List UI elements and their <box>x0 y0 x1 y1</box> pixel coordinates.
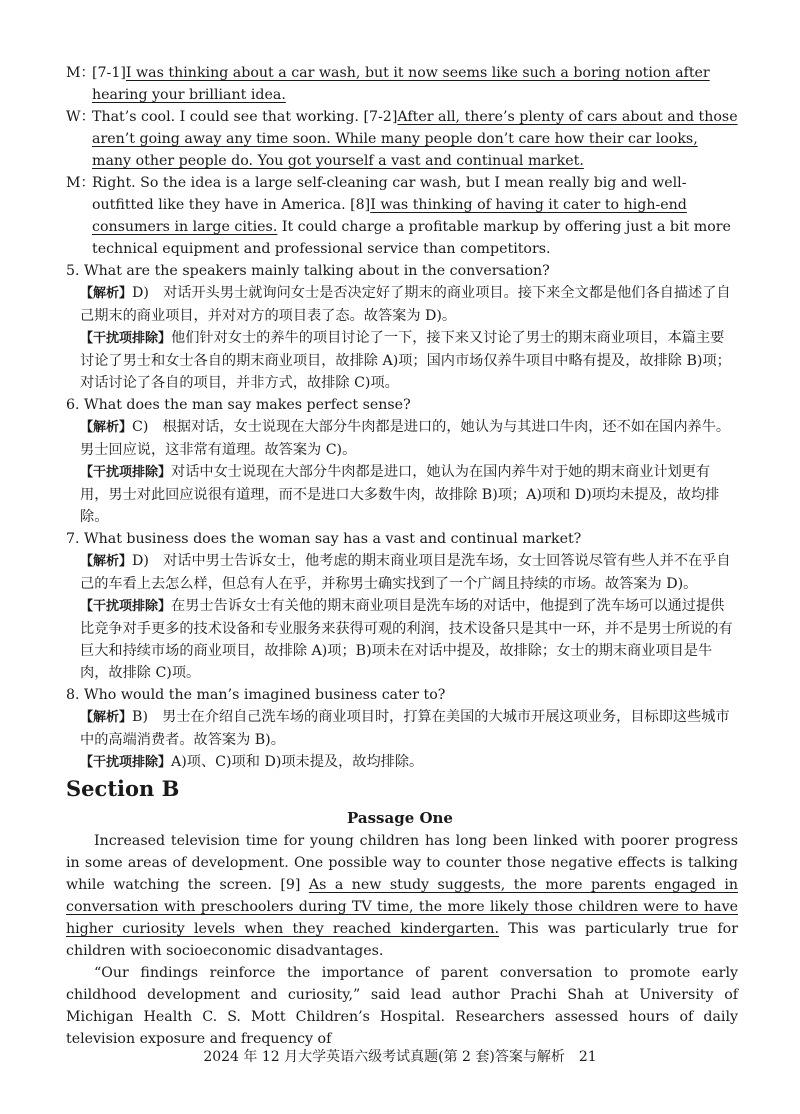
analysis-text: B) 男士在介绍自己洗车场的商业项目时，打算在美国的大城市开展这项业务，目标即这些城市中的高端消费者。故答案为 B)。 <box>80 709 730 748</box>
dialogue-text: That’s cool. I could see that working. [7-2] <box>92 109 398 125</box>
distractor-text: 在男士告诉女士有关他的期末商业项目是洗车场的对话中，他提到了洗车场可以通过提供比竞争对手更多的技术设备和专业服务来获得可观的利润，技术设备只是其中一环，并不是男士所说的有巨大和持续市场的商业项目，故排除 A)项；B)项未在对话中提及，故排除；女士的期末商业项目是牛肉，故排除 C)项。 <box>80 598 733 681</box>
passage-text: This was particularly true for children with socioeconomic disadvantages. <box>66 921 738 959</box>
section-heading: Section B <box>66 776 180 801</box>
dialogue-text: It could charge a profitable markup by offering just a bit more technical equipment and professional service than competitors. <box>92 219 731 257</box>
passage-title: Passage One <box>347 809 453 827</box>
distractor-tag: 【干扰项排除】 <box>80 599 172 614</box>
analysis-paragraph <box>0 282 800 327</box>
distractor-paragraph <box>0 461 800 528</box>
distractor-tag: 【干扰项排除】 <box>80 755 172 770</box>
distractor-text: 对话中女士说现在大部分牛肉都是进口，她认为在国内养牛对于她的期末商业计划更有用，男士对此回应说很有道理，而不是进口大多数牛肉，故排除 B)项；A)项和 D)项均未提及，故均排除。 <box>80 464 720 525</box>
question-block <box>0 528 800 684</box>
question-block <box>0 260 800 394</box>
analysis-paragraph <box>0 706 800 751</box>
analysis-text: D) 对话开头男士就询问女士是否决定好了期末的商业项目。接下来全文都是他们各自描述了自己期末的商业项目，并对对方的项目表了态。故答案为 D)。 <box>80 285 731 324</box>
distractor-paragraph <box>0 751 800 774</box>
underlined-answer-text: As a new study suggests, the more parents engaged in conversation with preschoolers during TV time, the more likely those children were to have higher curiosity levels when they reached kindergarten. <box>66 877 738 937</box>
distractor-paragraph <box>0 327 800 394</box>
page-footer: 2024 年 12 月大学英语六级考试真题(第 2 套)答案与解析 21 <box>203 1049 597 1065</box>
passage-text: Increased television time for young children has long been linked with poorer progress in some areas of development. One possible way to counter those negative effects is talking while watching the screen. [9] <box>66 833 738 893</box>
underlined-answer-text: I was thinking of having it cater to high-end consumers in large cities. <box>92 197 687 235</box>
question-text: 8. Who would the man’s imagined business cater to? <box>66 687 446 703</box>
distractor-tag: 【干扰项排除】 <box>80 465 172 480</box>
dialogue-text: Right. So the idea is a large self-cleaning car wash, but I mean really big and well-outfitted like they have in America. [8] <box>92 175 687 213</box>
analysis-text: D) 对话中男士告诉女士，他考虑的期末商业项目是洗车场，女士回答说尽管有些人并不在乎自己的车看上去怎么样，但总有人在乎，并称男士确实找到了一个广阔且持续的市场。故答案为 D)。 <box>80 553 731 592</box>
question-block <box>0 684 800 774</box>
analysis-tag: 【解析】 <box>80 286 133 301</box>
question-block <box>0 394 800 528</box>
analysis-paragraph <box>0 416 800 461</box>
analysis-tag: 【解析】 <box>80 554 133 569</box>
underlined-answer-text: After all, there’s plenty of cars about and those aren’t going away any time soon. While many people don’t care how their car looks, many other people do. You got yourself a vast and continual market. <box>92 109 738 169</box>
analysis-paragraph <box>0 550 800 595</box>
passage-paragraph <box>0 830 800 962</box>
analysis-tag: 【解析】 <box>80 420 133 435</box>
question-text: 6. What does the man say makes perfect sense? <box>66 397 411 413</box>
analysis-tag: 【解析】 <box>80 710 133 725</box>
analysis-text: C) 根据对话，女士说现在大部分牛肉都是进口的，她认为与其进口牛肉，还不如在国内养牛。男士回应说，这非常有道理。故答案为 C)。 <box>80 419 731 458</box>
passage-paragraph: “Our findings reinforce the importance of parent conversation to promote early childhood development and curiosity,” said lead author Prachi Shah at University of Michigan Health C. S. Mott Children’s Hospital. Researchers assessed hours of daily television exposure and frequency of <box>66 965 738 1047</box>
distractor-text: A)项、C)项和 D)项未提及，故均排除。 <box>171 754 424 770</box>
underlined-answer-text: I was thinking about a car wash, but it now seems like such a boring notion after hearing your brilliant idea. <box>92 65 710 103</box>
speaker-label: W： <box>66 109 95 125</box>
dialogue-turn <box>0 106 800 172</box>
speaker-label: M： <box>66 175 95 191</box>
question-text: 5. What are the speakers mainly talking about in the conversation? <box>66 263 550 279</box>
dialogue-turn <box>0 62 800 106</box>
dialogue-text: [7-1] <box>92 65 126 81</box>
dialogue-turn <box>0 172 800 260</box>
distractor-text: 他们针对女士的养牛的项目讨论了一下，接下来又讨论了男士的期末商业项目，本篇主要讨论了男士和女士各自的期末商业项目，故排除 A)项；国内市场仅养牛项目中略有提及，故排除 B)项；对话讨论了各自的项目，并非方式，故排除 C)项。 <box>80 330 731 391</box>
speaker-label: M： <box>66 65 95 81</box>
distractor-paragraph <box>0 595 800 684</box>
question-text: 7. What business does the woman say has a vast and continual market? <box>66 531 582 547</box>
distractor-tag: 【干扰项排除】 <box>80 331 172 346</box>
